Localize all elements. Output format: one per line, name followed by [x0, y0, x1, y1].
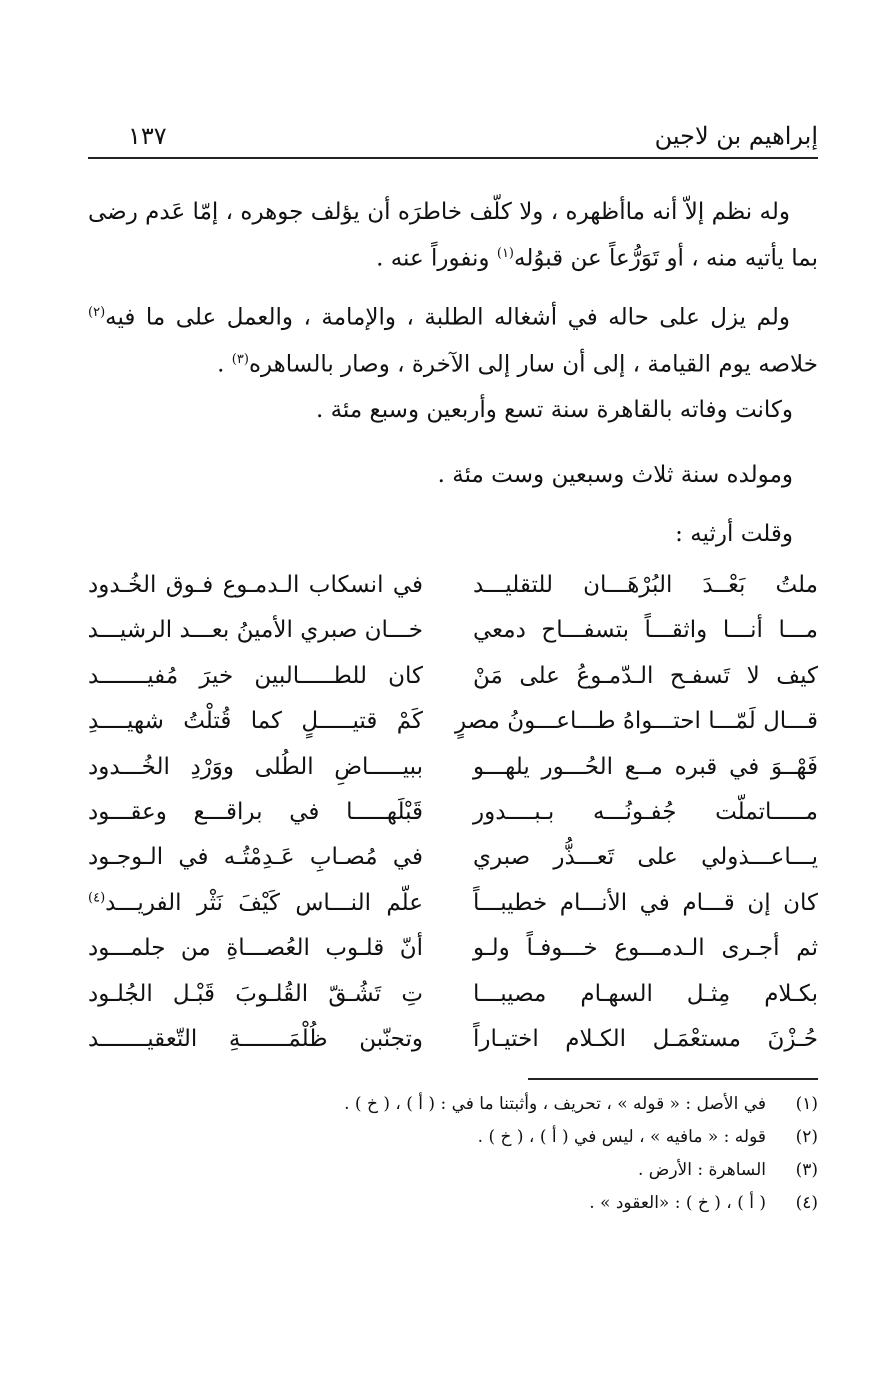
- running-header: [88, 118, 818, 154]
- footnote-ref: (٣): [231, 351, 249, 367]
- verse-first-hemistich: ملتُ بَعْــدَ البُرْهَـــان للتقليـــد: [473, 572, 818, 598]
- verse-second-hemistich: [88, 708, 423, 734]
- verse-first-hemistich: مـــــاتملّت جُفـونُـــه بـبــــدور: [473, 798, 818, 825]
- verse-text: وتجنّبن ظُلْمَـــــــةِ التّعقيـــــــد: [88, 1025, 423, 1052]
- footnote-number: (٤): [795, 1193, 818, 1213]
- verse-text: في مُصـابِ عَـدِمْتُـه في الـوجـود: [88, 844, 423, 871]
- verse-line: [88, 708, 818, 753]
- paragraph-text: ونفوراً عنه .: [376, 245, 497, 272]
- footnote: [88, 1193, 818, 1226]
- verse-second-hemistich: [88, 844, 423, 870]
- verse-line: [88, 844, 818, 889]
- verse-second-hemistich: [88, 754, 423, 780]
- verse-text: كان للطـــــالبين خيرَ مُفيـــــــد: [88, 662, 423, 689]
- verse-second-hemistich: [88, 799, 423, 825]
- paragraph-text: .: [217, 351, 232, 378]
- verse-text: قَبْلَهـــــا في براقـــع وعقـــود: [88, 798, 423, 825]
- verse-text: علّم النـــاس كَيْفَ نَثْر الفريـــد: [105, 889, 423, 916]
- verse-text: في انسكاب الـدمـوع فـوق الخُـدود: [88, 572, 423, 598]
- verse-text: تِ تَشُـقّ القُلـوبَ قَبْـل الجُلـود: [88, 980, 423, 1007]
- paragraph-death: وكانت وفاته بالقاهرة سنة تسع وأربعين وسبع مئة .: [315, 397, 793, 423]
- verse-second-hemistich: [88, 890, 423, 916]
- footnote-text: ( أ ) ، ( خ ) : «العقود » .: [589, 1193, 766, 1213]
- header-rule: [88, 157, 818, 159]
- verse-second-hemistich: [88, 572, 423, 598]
- verse-first-hemistich: فَهْــوَ في قبره مــع الحُـــور يلهـــو: [473, 753, 818, 780]
- verse-line: [88, 1026, 818, 1071]
- paragraph-occupation: [88, 292, 818, 385]
- verse-line: [88, 572, 818, 617]
- footnotes: [88, 1094, 818, 1226]
- paragraph-text: خلاصه يوم القيامة ، إلى أن سار إلى الآخرة ، وصار بالساهره: [248, 351, 818, 378]
- paragraph-text: وله نظم إلاّ أنه ماأظهره ، ولا كلّف خاطرَه أن يؤلف جوهره ، إمّا عَدم رضى بما يأتيه منه ، أو تَوَرُّعاً عن قبوُله: [88, 199, 818, 272]
- paragraph-elegy-intro: وقلت أرثيه :: [675, 521, 793, 547]
- verse-first-hemistich: بكـلام مِثـل السهـام مصيبـــا: [473, 980, 818, 1007]
- verse-text: ببيـــــاضِ الطُلى ووَرْدِ الخُـــدود: [88, 753, 423, 780]
- verse-text: كَمْ قتيـــــلٍ كما قُتلْتُ شهيــــدِ: [88, 708, 423, 735]
- verse-second-hemistich: [88, 663, 423, 689]
- verse-first-hemistich: قـــال لَمّـــا احتـــواهُ طـــاعـــونُ مصرٍ: [455, 708, 818, 735]
- verse-first-hemistich: حُـزْنَ مستعْمَـل الكـلام اختيـاراً: [473, 1025, 818, 1052]
- footnote: [88, 1160, 818, 1193]
- verse-line: [88, 754, 818, 799]
- verse-line: [88, 663, 818, 708]
- verse-line: [88, 935, 818, 980]
- verse-first-hemistich: كيف لا تَسفـح الـدّمـوعُ على مَنْ: [473, 662, 818, 689]
- footnote-rule: [528, 1078, 818, 1080]
- footnote-text: الساهرة : الأرض .: [637, 1160, 766, 1180]
- footnote-ref: (٤): [88, 890, 106, 906]
- footnote-number: (١): [795, 1094, 818, 1114]
- footnote-text: في الأصل : « قوله » ، تحريف ، وأثبتنا ما في : ( أ ) ، ( خ ) .: [344, 1094, 766, 1114]
- verse-second-hemistich: [88, 1026, 423, 1052]
- footnote-number: (٢): [795, 1127, 818, 1147]
- footnote: [88, 1127, 818, 1160]
- verse-line: [88, 799, 818, 844]
- verse-text: أنّ قلـوب العُصـــاةِ من جلمـــود: [88, 935, 423, 962]
- paragraph-birth: ومولده سنة ثلاث وسبعين وست مئة .: [437, 462, 793, 488]
- elegy-poem: [88, 572, 818, 1071]
- footnote-text: قوله : « مافيه » ، ليس في ( أ ) ، ( خ ) .: [477, 1127, 766, 1147]
- verse-first-hemistich: يـــاعـــذولي على تَعـــذُّر صبري: [473, 844, 818, 871]
- paragraph-poetry-note: [88, 192, 818, 280]
- verse-text: خـــان صبري الأمينُ بعـــد الرشيـــد: [87, 617, 423, 644]
- page-number: ١٣٧: [128, 122, 167, 150]
- footnote-number: (٣): [795, 1160, 818, 1180]
- verse-line: [88, 981, 818, 1026]
- running-title: إبراهيم بن لاجين: [654, 122, 818, 150]
- verse-line: [88, 890, 818, 935]
- verse-second-hemistich: [88, 935, 423, 961]
- footnote-ref: (١): [496, 246, 514, 261]
- verse-line: [88, 617, 818, 662]
- verse-first-hemistich: كان إن قـــام في الأنـــام خطيبـــاً: [473, 889, 818, 916]
- footnote: [88, 1094, 818, 1127]
- verse-first-hemistich: ثم أجـرى الـدمـــوع خـــوفـاً ولـو: [473, 935, 818, 962]
- verse-second-hemistich: [88, 981, 423, 1007]
- verse-first-hemistich: مـــا أنـــا واثقـــاً بتسفـــاح دمعي: [473, 617, 818, 644]
- paragraph-text: ولم يزل على حاله في أشغاله الطلبة ، والإمامة ، والعمل على ما فيه: [105, 304, 790, 331]
- verse-second-hemistich: [88, 617, 423, 643]
- footnote-ref: (٢): [88, 305, 106, 320]
